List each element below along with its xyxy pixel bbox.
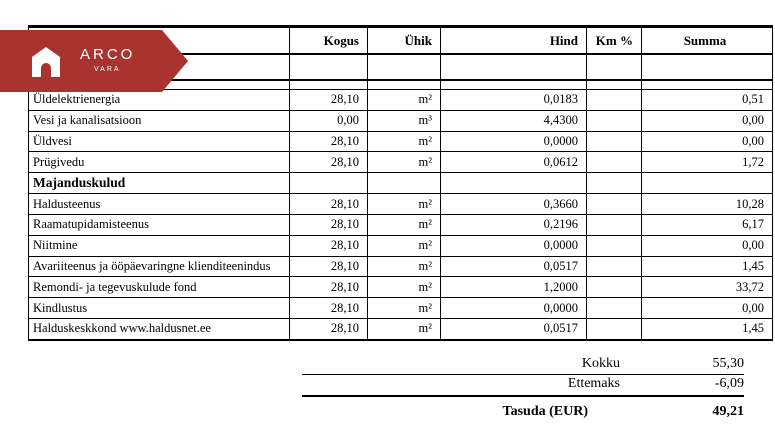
arco-vara-logo	[0, 30, 188, 92]
item-sum: 0,00	[642, 235, 773, 256]
table-row	[29, 152, 773, 173]
col-header-qty: Kogus	[290, 27, 368, 55]
col-header-unit: Ühik	[368, 27, 441, 55]
item-price: 0,0517	[441, 256, 587, 277]
item-sum: 0,00	[642, 110, 773, 131]
prepaid-label: Ettemaks	[567, 376, 620, 391]
item-vat	[587, 131, 642, 152]
item-name: Niitmine	[29, 235, 290, 256]
item-name: Vesi ja kanalisatsioon	[29, 110, 290, 131]
item-price: 4,4300	[441, 110, 587, 131]
col-header-vat: Km %	[587, 27, 642, 55]
table-row	[29, 277, 773, 298]
table-row	[29, 90, 773, 111]
prepaid-row	[302, 374, 744, 394]
item-name: Kindlustus	[29, 298, 290, 319]
subtotal-value: 55,30	[712, 356, 744, 371]
table-row	[29, 194, 773, 215]
item-qty: 28,10	[290, 194, 368, 215]
item-vat	[587, 277, 642, 298]
item-sum: 1,45	[642, 256, 773, 277]
item-name: Remondi- ja tegevuskulude fond	[29, 277, 290, 298]
logo-brand: ARCO	[80, 46, 136, 63]
item-vat	[587, 318, 642, 339]
item-unit: m³	[368, 110, 441, 131]
item-unit: m²	[368, 152, 441, 173]
item-price: 0,0612	[441, 152, 587, 173]
item-qty: 28,10	[290, 214, 368, 235]
item-unit: m²	[368, 131, 441, 152]
table-row	[29, 235, 773, 256]
item-price: 0,0183	[441, 90, 587, 111]
item-qty: 28,10	[290, 256, 368, 277]
logo-sub: VARA	[94, 66, 121, 73]
item-sum: 1,45	[642, 318, 773, 339]
item-vat	[587, 256, 642, 277]
subtotal-row	[302, 354, 744, 374]
item-unit: m²	[368, 298, 441, 319]
item-unit: m²	[368, 90, 441, 111]
item-vat	[587, 298, 642, 319]
table-row	[29, 298, 773, 319]
item-unit: m²	[368, 235, 441, 256]
item-vat	[587, 152, 642, 173]
table-row	[29, 318, 773, 339]
item-vat	[587, 235, 642, 256]
table-row	[29, 214, 773, 235]
item-name: Üldvesi	[29, 131, 290, 152]
item-qty: 28,10	[290, 298, 368, 319]
grand-total-divider	[302, 395, 744, 397]
item-qty: 28,10	[290, 235, 368, 256]
item-qty: 0,00	[290, 110, 368, 131]
item-sum: 1,72	[642, 152, 773, 173]
item-qty: 28,10	[290, 131, 368, 152]
item-vat	[587, 90, 642, 111]
item-name: Haldusteenus	[29, 194, 290, 215]
amount-due-value: 49,21	[712, 404, 744, 419]
item-vat	[587, 214, 642, 235]
amount-due-row	[302, 402, 744, 422]
section-title: Majanduskulud	[29, 173, 290, 194]
item-price: 0,0000	[441, 235, 587, 256]
col-header-price: Hind	[441, 27, 587, 55]
item-unit: m²	[368, 277, 441, 298]
item-unit: m²	[368, 214, 441, 235]
item-qty: 28,10	[290, 318, 368, 339]
item-qty: 28,10	[290, 90, 368, 111]
item-name: Prügivedu	[29, 152, 290, 173]
item-price: 0,2196	[441, 214, 587, 235]
item-vat	[587, 194, 642, 215]
table-row	[29, 110, 773, 131]
table-row	[29, 131, 773, 152]
table-row	[29, 256, 773, 277]
item-sum: 0,51	[642, 90, 773, 111]
item-sum: 6,17	[642, 214, 773, 235]
col-header-sum: Summa	[642, 27, 773, 55]
section-row	[29, 173, 773, 194]
item-name: Üldelektrienergia	[29, 90, 290, 111]
item-price: 0,0517	[441, 318, 587, 339]
item-name: Avariiteenus ja ööpäevaringne klienditeenindus	[29, 256, 290, 277]
prepaid-value: -6,09	[714, 376, 744, 391]
item-qty: 28,10	[290, 277, 368, 298]
item-name: Raamatupidamisteenus	[29, 214, 290, 235]
item-sum: 33,72	[642, 277, 773, 298]
item-price: 0,0000	[441, 298, 587, 319]
item-price: 1,2000	[441, 277, 587, 298]
item-sum: 0,00	[642, 131, 773, 152]
item-sum: 10,28	[642, 194, 773, 215]
amount-due-label: Tasuda (EUR)	[502, 404, 588, 419]
item-unit: m²	[368, 318, 441, 339]
item-qty: 28,10	[290, 152, 368, 173]
item-price: 0,3660	[441, 194, 587, 215]
item-unit: m²	[368, 194, 441, 215]
item-unit: m²	[368, 256, 441, 277]
item-name: Halduskeskkond www.haldusnet.ee	[29, 318, 290, 339]
item-price: 0,0000	[441, 131, 587, 152]
item-sum: 0,00	[642, 298, 773, 319]
item-vat	[587, 110, 642, 131]
subtotal-label: Kokku	[581, 356, 620, 371]
